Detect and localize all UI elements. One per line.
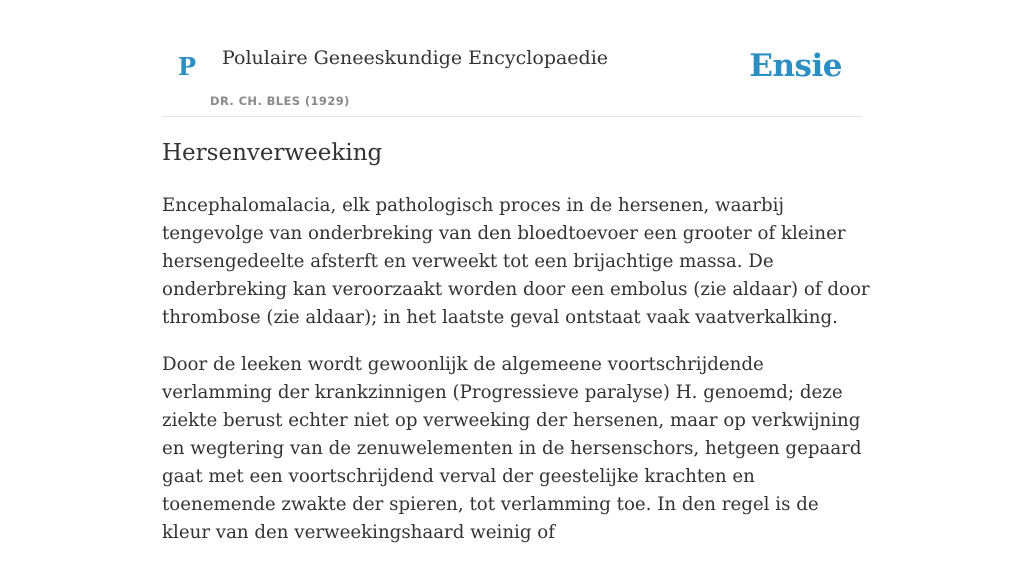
book-logo-icon[interactable]: P bbox=[178, 52, 197, 81]
entry-paragraph: Door de leeken wordt gewoonlijk de algemeene voortschrijdende verlamming der krankzinnigen (Progressieve paralyse) H. genoemd; deze ziekte berust echter niet op verweeking der hersenen, maar op verkwijning en wegtering van de zenuwelementen in de hersenschors, hetgeen gepaard gaat met een voortschrijdend verval der geestelijke krachten en toenemende zwakte der spieren, tot verlamming toe. In den regel is de kleur van den verweekingshaard weinig of bbox=[162, 354, 862, 543]
entry-paragraph: Encephalomalacia, elk pathologisch proces in de hersenen, waarbij tengevolge van onderbreking van den bloedtoevoer een grooter of kleiner hersengedeelte afsterft en verweekt tot een brijachtige massa. De onderbreking kan veroorzaakt worden door een embolus (zie aldaar) of door thrombose (zie aldaar); in het laatste geval ontstaat vaak vaatverkalking. bbox=[162, 195, 870, 328]
ensie-logo-link[interactable]: Ensie bbox=[749, 48, 842, 84]
header bbox=[162, 0, 862, 117]
book-author: DR. CH. BLES (1929) bbox=[210, 94, 350, 108]
page bbox=[162, 0, 870, 543]
entry-body bbox=[162, 192, 870, 566]
book-title-link[interactable]: Polulaire Geneeskundige Encyclopaedie bbox=[222, 47, 609, 69]
entry-title: Hersenverweeking bbox=[162, 140, 383, 166]
